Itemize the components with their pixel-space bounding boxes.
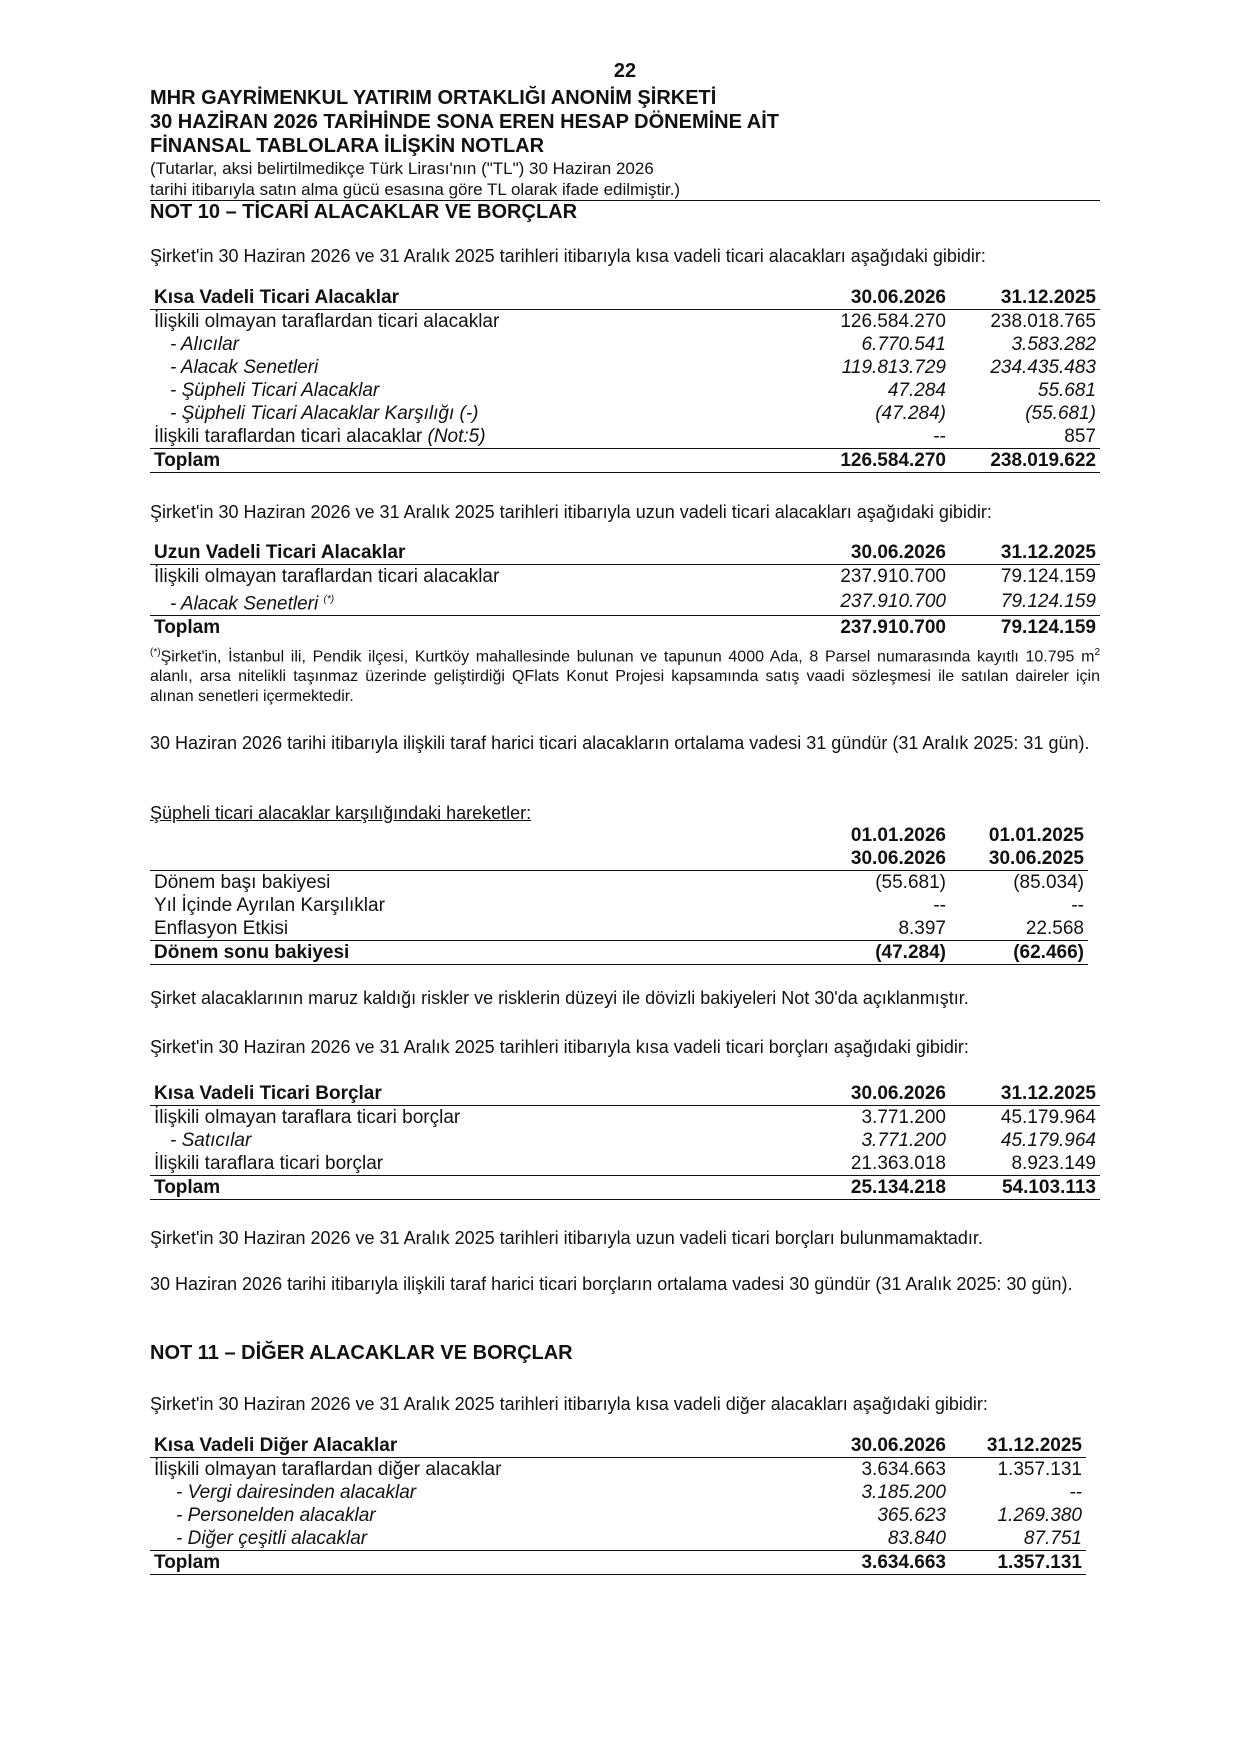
long-receivables-table — [150, 541, 1100, 639]
cell-value: 45.179.964 — [1000, 1107, 1096, 1128]
row-label: Dönem başı bakiyesi — [154, 872, 331, 893]
table-row — [150, 565, 1100, 589]
column-header: 31.12.2025 — [950, 1082, 1100, 1106]
cell-value: 3.583.282 — [1011, 334, 1096, 355]
long-receivables-intro: Şirket'in 30 Haziran 2026 ve 31 Aralık 2025 tarihleri itibarıyla uzun vadeli ticari alacakları aşağıdaki gibidir: — [150, 502, 992, 522]
column-header: 30.06.2025 — [950, 847, 1088, 871]
cell-value: 119.813.729 — [841, 357, 946, 378]
avg-receivable-paragraph: 30 Haziran 2026 tarihi itibarıyla ilişkili taraf harici ticari alacakların ortalama vadesi 31 gündür (31 Aralık 2025: 31 gün). — [150, 733, 1090, 753]
footnote — [150, 643, 1100, 707]
cell-value: 3.634.663 — [861, 1459, 946, 1480]
table-total-row — [150, 616, 1100, 640]
column-header: 30.06.2026 — [790, 1434, 950, 1458]
movements-title: Şüpheli ticari alacaklar karşılığındaki hareketler: — [150, 803, 532, 823]
cell-value: -- — [933, 895, 946, 916]
row-label: - Alacak Senetleri — [170, 357, 319, 378]
row-label: - Satıcılar — [170, 1130, 252, 1151]
row-label — [150, 588, 790, 616]
total-value: 25.134.218 — [790, 1176, 950, 1200]
cell-value: 47.284 — [887, 380, 946, 401]
column-header: 01.01.2025 — [988, 825, 1084, 846]
row-label-text: - Alacak Senetleri — [170, 593, 319, 615]
cell-value: 45.179.964 — [1000, 1130, 1096, 1151]
table-row — [150, 1129, 1100, 1152]
cell-value: 857 — [950, 425, 1100, 449]
table-row — [150, 425, 1100, 449]
cell-value: 55.681 — [1037, 380, 1096, 401]
column-header: 31.12.2025 — [950, 286, 1100, 310]
cell-value: 79.124.159 — [1000, 566, 1096, 587]
row-label: - Alıcılar — [170, 334, 239, 355]
table-row — [150, 894, 1088, 917]
table-total-row — [150, 941, 1088, 965]
column-header: 30.06.2026 — [790, 541, 950, 565]
cell-value: (85.034) — [1013, 872, 1084, 893]
company-name: MHR GAYRİMENKUL YATIRIM ORTAKLIĞI ANONİM ŞİRKETİ — [150, 87, 717, 109]
table-row — [150, 402, 1100, 425]
not10-title: NOT 10 – TİCARİ ALACAKLAR VE BORÇLAR — [150, 201, 578, 223]
row-label: - Vergi dairesinden alacaklar — [176, 1482, 417, 1503]
avg-payable-paragraph: 30 Haziran 2026 tarihi itibarıyla ilişkili taraf harici ticari borçların ortalama vadesi 30 gündür (31 Aralık 2025: 30 gün). — [150, 1274, 1073, 1294]
table-row — [150, 310, 1100, 334]
cell-value: 238.018.765 — [990, 311, 1096, 332]
table-row — [150, 1152, 1100, 1176]
cell-value: 8.923.149 — [950, 1152, 1100, 1176]
footnote-text: Şirket'in, İstanbul ili, Pendik ilçesi, Kurtköy mahallesinde bulunan ve tapunun 4000 Ada, 8 Parsel numarasında kayıtlı 10.795 m — [160, 648, 1095, 666]
total-label: Toplam — [150, 1551, 790, 1575]
table-header — [150, 541, 1100, 565]
cell-value: -- — [790, 425, 950, 449]
cell-value: 365.623 — [877, 1505, 946, 1526]
total-value: (47.284) — [790, 941, 950, 965]
row-label: - Diğer çeşitli alacaklar — [150, 1527, 790, 1551]
cell-value: 21.363.018 — [790, 1152, 950, 1176]
footnote-text-continued: alanlı, arsa nitelikli taşınmaz üzerinde geliştirdiği QFlats Konut Projesi kapsamında satış vaadi sözleşmesi ile satılan daireler için alınan senetleri içermektedir. — [150, 668, 1100, 706]
table-row — [150, 1481, 1086, 1504]
row-label: Yıl İçinde Ayrılan Karşılıklar — [154, 895, 385, 916]
currency-note-1: (Tutarlar, aksi belirtilmedikçe Türk Lirası'nın ("TL") 30 Haziran 2026 — [150, 159, 654, 178]
column-header: 30.06.2026 — [790, 1082, 950, 1106]
cell-value: 3.771.200 — [861, 1107, 946, 1128]
row-label: Enflasyon Etkisi — [150, 917, 790, 941]
cell-value: 1.269.380 — [997, 1505, 1082, 1526]
cell-value: 87.751 — [950, 1527, 1086, 1551]
column-header: 30.06.2026 — [790, 847, 950, 871]
total-value: 3.634.663 — [790, 1551, 950, 1575]
short-receivables-table — [150, 286, 1100, 473]
total-label: Toplam — [154, 617, 221, 639]
table-header — [150, 847, 1088, 871]
column-header: Uzun Vadeli Ticari Alacaklar — [150, 541, 790, 565]
footnote-marker: (*) — [150, 647, 161, 658]
table-header — [150, 1434, 1086, 1458]
row-label: İlişkili taraflara ticari borçlar — [150, 1152, 790, 1176]
period-title: 30 HAZİRAN 2026 TARİHİNDE SONA EREN HESAP DÖNEMİNE AİT — [150, 111, 779, 133]
total-value: 1.357.131 — [950, 1551, 1086, 1575]
table-total-row — [150, 1551, 1086, 1575]
other-receivables-table — [150, 1434, 1100, 1575]
table-row — [150, 1504, 1086, 1527]
total-value: 79.124.159 — [1000, 617, 1096, 639]
cell-value: 1.357.131 — [997, 1459, 1082, 1480]
table-header — [150, 286, 1100, 310]
not11-title: NOT 11 – DİĞER ALACAKLAR VE BORÇLAR — [150, 1342, 573, 1364]
total-value: 54.103.113 — [950, 1176, 1100, 1200]
column-header: 31.12.2025 — [950, 1434, 1086, 1458]
footnote-marker: (*) — [323, 594, 335, 605]
total-value: 238.019.622 — [950, 449, 1100, 473]
column-header: 30.06.2026 — [790, 286, 950, 310]
row-label — [150, 425, 790, 449]
not11-intro: Şirket'in 30 Haziran 2026 ve 31 Aralık 2025 tarihleri itibarıyla kısa vadeli diğer alacakları aşağıdaki gibidir: — [150, 1394, 988, 1414]
long-payables-note: Şirket'in 30 Haziran 2026 ve 31 Aralık 2025 tarihleri itibarıyla uzun vadeli ticari borçları bulunmamaktadır. — [150, 1228, 983, 1248]
total-value: 237.910.700 — [840, 617, 946, 639]
column-header: Kısa Vadeli Ticari Alacaklar — [150, 286, 790, 310]
cell-value: 126.584.270 — [840, 311, 946, 332]
cell-value: 79.124.159 — [950, 588, 1100, 616]
table-total-row — [150, 1176, 1100, 1200]
column-header: Kısa Vadeli Ticari Borçlar — [150, 1082, 790, 1106]
column-header: 01.01.2026 — [850, 825, 946, 846]
cell-value: -- — [1071, 895, 1084, 916]
total-value: (62.466) — [950, 941, 1088, 965]
cell-value: (55.681) — [875, 872, 946, 893]
cell-value: 6.770.541 — [861, 334, 946, 355]
superscript: 2 — [1094, 647, 1100, 658]
table-row — [150, 356, 1100, 379]
cell-value: 3.185.200 — [861, 1482, 946, 1503]
cell-value: 3.771.200 — [861, 1130, 946, 1151]
table-row — [150, 1527, 1086, 1551]
table-row — [150, 917, 1088, 941]
cell-value: 237.910.700 — [840, 566, 946, 587]
table-row — [150, 379, 1100, 402]
movements-table — [150, 824, 1100, 965]
currency-note-2: tarihi itibarıyla satın alma gücü esasına göre TL olarak ifade edilmiştir.) — [150, 179, 1100, 201]
cell-value: 83.840 — [790, 1527, 950, 1551]
row-label: İlişkili olmayan taraflardan diğer alacaklar — [154, 1459, 502, 1480]
column-header — [150, 847, 790, 871]
table-row — [150, 333, 1100, 356]
table-row — [150, 1458, 1086, 1482]
column-header: 31.12.2025 — [950, 541, 1100, 565]
row-label: İlişkili olmayan taraflardan ticari alacaklar — [154, 566, 500, 587]
table-header — [150, 824, 1088, 847]
table-row — [150, 1106, 1100, 1130]
risk-note: Şirket alacaklarının maruz kaldığı riskler ve risklerin düzeyi ile dövizli bakiyeleri Not 30'da açıklanmıştır. — [150, 988, 969, 1008]
cell-value: (55.681) — [1025, 403, 1096, 424]
cell-value: 234.435.483 — [990, 357, 1096, 378]
total-label: Toplam — [150, 449, 790, 473]
cell-value: 22.568 — [950, 917, 1088, 941]
doc-title: FİNANSAL TABLOLARA İLİŞKİN NOTLAR — [150, 135, 545, 157]
table-total-row — [150, 449, 1100, 473]
table-row — [150, 871, 1088, 895]
row-label: - Personelden alacaklar — [176, 1505, 376, 1526]
short-receivables-intro: Şirket'in 30 Haziran 2026 ve 31 Aralık 2025 tarihleri itibarıyla kısa vadeli ticari alacakları aşağıdaki gibidir: — [150, 246, 986, 266]
note-reference: (Not:5) — [427, 426, 486, 447]
total-value: 126.584.270 — [790, 449, 950, 473]
column-header — [150, 824, 790, 847]
table-row — [150, 588, 1100, 616]
table-header — [150, 1082, 1100, 1106]
cell-value: (47.284) — [875, 403, 946, 424]
row-label-text: İlişkili taraflardan ticari alacaklar — [154, 426, 423, 447]
total-label: Toplam — [150, 1176, 790, 1200]
column-header: Kısa Vadeli Diğer Alacaklar — [150, 1434, 790, 1458]
total-label: Dönem sonu bakiyesi — [150, 941, 790, 965]
short-payables-intro: Şirket'in 30 Haziran 2026 ve 31 Aralık 2025 tarihleri itibarıyla kısa vadeli ticari borçları aşağıdaki gibidir: — [150, 1037, 969, 1057]
row-label: İlişkili olmayan taraflara ticari borçlar — [154, 1107, 461, 1128]
short-payables-table — [150, 1082, 1100, 1200]
cell-value: 237.910.700 — [790, 588, 950, 616]
row-label: - Şüpheli Ticari Alacaklar Karşılığı (-) — [170, 403, 479, 424]
row-label: - Şüpheli Ticari Alacaklar — [170, 380, 380, 401]
cell-value: -- — [1069, 1482, 1082, 1503]
document-header — [150, 86, 1100, 224]
row-label: İlişkili olmayan taraflardan ticari alacaklar — [154, 311, 500, 332]
page-number: 22 — [613, 60, 637, 82]
cell-value: 8.397 — [790, 917, 950, 941]
